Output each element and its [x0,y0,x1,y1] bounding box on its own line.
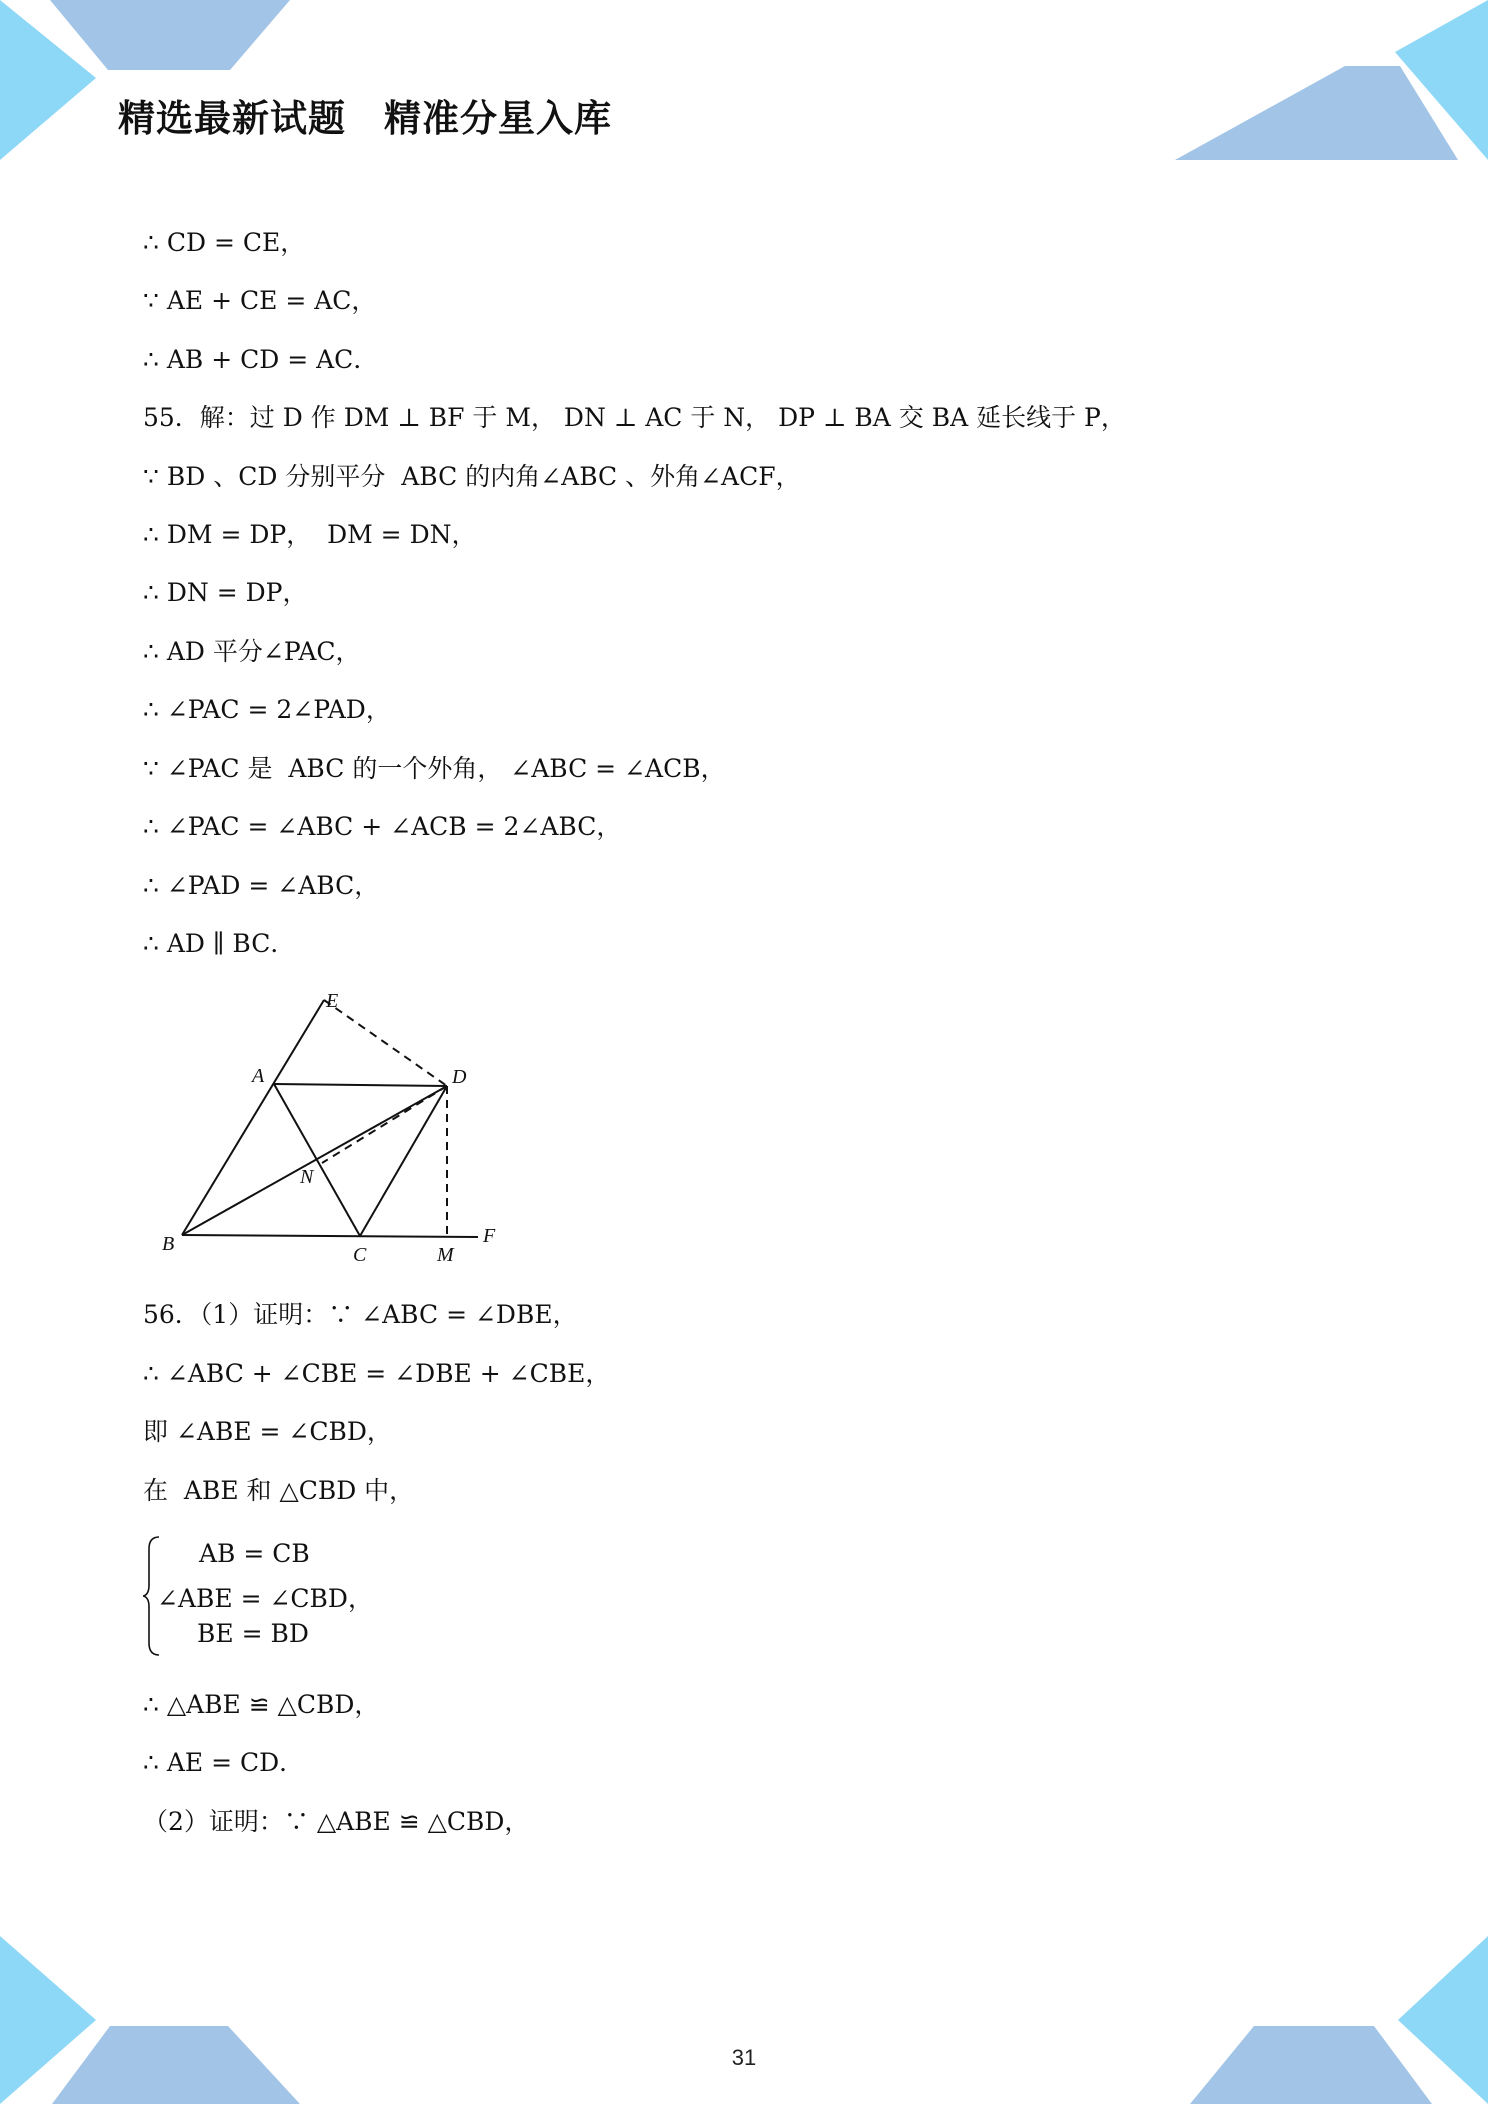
solution-line: 即 ∠ABE = ∠CBD， [143,1417,392,1446]
solution-line: ∴ AB + CD = AC． [143,345,379,374]
solution-line: ∴ AE = CD． [143,1748,305,1777]
solution-line: ∴ AD 平分∠PAC， [143,637,361,666]
solution-line: ∴ △ABE ≌ △CBD， [143,1690,380,1719]
solution-line: ∴ ∠PAD = ∠ABC， [143,871,380,900]
congruence-conditions [143,1535,403,1657]
geometry-figure [150,985,510,1270]
solution-line: ∴ ∠PAC = 2∠PAD， [143,695,391,724]
point-label-N: N [300,1166,314,1188]
dashed-D-E [324,1000,447,1086]
point-label-C: C [353,1244,367,1266]
problem-56-part-2: （2）证明：∵ △ABE ≌ △CBD， [143,1807,530,1836]
problem-55-heading: 55．解：过 D 作 DM ⊥ BF 于 M， DN ⊥ AC 于 N， DP ⊥ BA 交 BA 延长线于 P， [143,403,1126,432]
condition-row: AB = CB [199,1539,310,1568]
solution-line: ∴ ∠ABC + ∠CBE = ∠DBE + ∠CBE， [143,1359,611,1388]
solution-line: 在 ABE 和 △CBD 中， [143,1476,415,1505]
solution-line: ∵ ∠PAC 是 ABC 的一个外角， ∠ABC = ∠ACB， [143,754,726,783]
solution-line: ∴ CD = CE， [143,228,306,257]
corner-trapezoid-top-left [50,0,290,70]
solution-line: ∴ DM = DP， DM = DN， [143,520,477,549]
point-label-M: M [437,1244,454,1266]
solution-line: ∴ ∠PAC = ∠ABC + ∠ACB = 2∠ABC， [143,812,622,841]
solution-line: ∵ AE + CE = AC， [143,286,377,315]
segment-B-D [182,1086,447,1235]
condition-row: BE = BD [197,1619,309,1648]
problem-56-heading: 56．（1）证明：∵ ∠ABC = ∠DBE， [143,1300,578,1329]
segment-C-D [360,1086,447,1236]
point-label-D: D [452,1066,467,1088]
segment-B-F [182,1235,478,1237]
corner-trapezoid-top-right [1175,66,1458,160]
condition-row: ∠ABE = ∠CBD， [157,1584,373,1613]
point-label-F: F [483,1225,496,1247]
segment-A-D [274,1084,447,1086]
solution-line: ∴ DN = DP， [143,578,308,607]
page-number: 31 [731,2045,757,2070]
point-label-A: A [252,1065,265,1087]
point-label-B: B [162,1233,175,1255]
solution-line: ∴ AD ∥ BC． [143,929,296,958]
solution-line: ∵ BD 、CD 分别平分 ABC 的内角∠ABC 、外角∠ACF， [143,462,801,491]
segment-B-E [182,1000,324,1235]
point-label-E: E [326,990,339,1012]
header-title: 精选最新试题 精准分星入库 [118,97,612,140]
